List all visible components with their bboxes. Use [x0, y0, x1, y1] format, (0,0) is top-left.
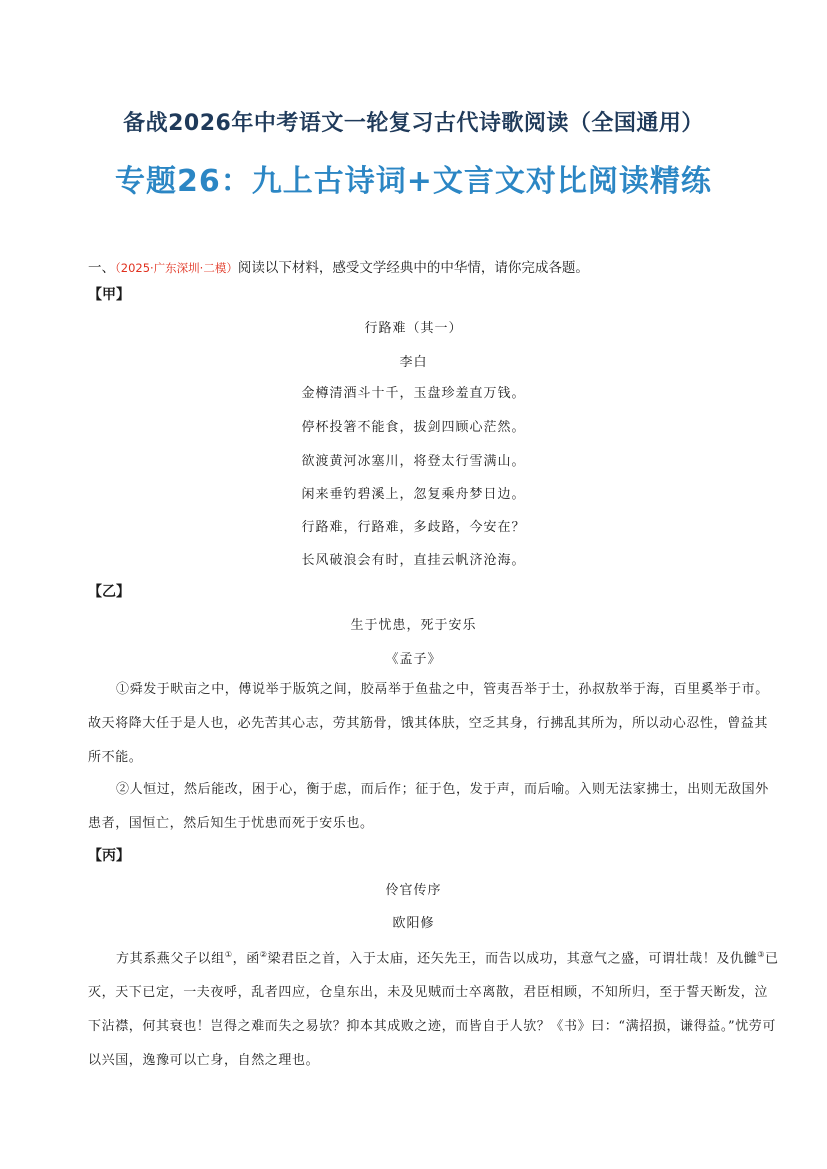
poem-line: 金樽清酒斗十千，玉盘珍羞直万钱。 — [301, 386, 526, 401]
question-prompt: 阅读以下材料，感受文学经典中的中华情，请你完成各题。 — [237, 260, 589, 276]
footnote-marker: ② — [259, 950, 268, 959]
document-subtitle: 专题26：九上古诗词+文言文对比阅读精练 — [115, 164, 712, 199]
prose-paragraph-1: ①舜发于畎亩之中，傅说举于版筑之间，胶鬲举于鱼盐之中，管夷吾举于士，孙叔敖举于海，百里奚举于市。故天将降大任于是人也，必先苦其心志，劳其筋骨，饿其体肤，空乏其身，行拂乱其所为，所以动心忍性，曾益其所不能。 — [88, 682, 769, 765]
poem-line: 闲来垂钓碧溪上，忽复乘舟梦日边。 — [301, 487, 526, 502]
essay-title: 伶官传序 — [385, 883, 442, 898]
footnote-marker: ① — [224, 950, 233, 959]
poem-line: 停杯投箸不能食，拔剑四顾心茫然。 — [301, 420, 526, 435]
footnote-marker: ③ — [757, 950, 765, 959]
prose-title: 生于忧患，死于安乐 — [350, 618, 477, 633]
poem-line: 行路难，行路难，多歧路，今安在？ — [301, 520, 526, 535]
poem-author: 李白 — [399, 355, 428, 370]
document-title: 备战2026年中考语文一轮复习古代诗歌阅读（全国通用） — [123, 111, 704, 136]
prose-paragraph-2: ②人恒过，然后能改，困于心，衡于虑，而后作；征于色，发于声，而后喻。入则无法家拂士，出则无敌国外患者，国恒亡，然后知生于忧患而死于安乐也。 — [88, 782, 769, 831]
section-label-bing: 【丙】 — [88, 848, 130, 864]
essay-author: 欧阳修 — [392, 916, 435, 931]
prose-author: 《孟子》 — [385, 652, 442, 667]
poem-line: 长风破浪会有时，直挂云帆济沧海。 — [301, 553, 526, 568]
poem-line: 欲渡黄河冰塞川，将登太行雪满山。 — [301, 454, 526, 469]
poem-title: 行路难（其一） — [364, 321, 463, 336]
question-source: （2025·广东深圳·二模） — [115, 261, 238, 275]
essay-paragraph: 方其系燕父子以组①，函②梁君臣之首，入于太庙，还矢先王，而告以成功，其意气之盛，可谓壮哉！及仇雠③已灭，天下已定，一夫夜呼，乱者四应，仓皇东出，未及见贼而士卒离散，君臣相顾，不知所归，至于誓天断发，泣下沾襟，何其衰也！岂得之难而失之易欤？抑本其成败之迹，而皆自于人欤？《书》曰：“满招损，谦得益。”忧劳可以兴国，逸豫可以亡身，自然之理也。 — [88, 950, 779, 1069]
section-label-yi: 【乙】 — [88, 584, 130, 600]
question-number: 一、 — [88, 260, 115, 276]
question-line — [88, 256, 589, 276]
section-label-jia: 【甲】 — [88, 287, 130, 303]
